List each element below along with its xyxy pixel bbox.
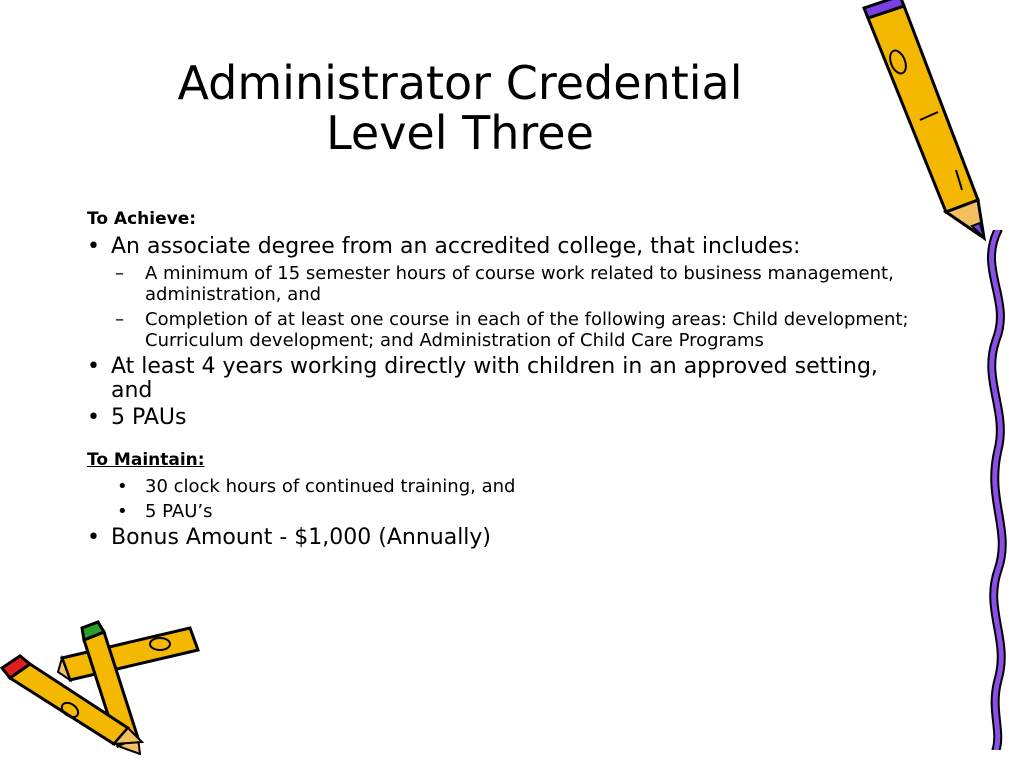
achieve-heading: To Achieve: bbox=[87, 209, 197, 229]
list-item-text: An associate degree from an accredited college, that includes: bbox=[111, 234, 801, 259]
dash-bullet: – bbox=[115, 309, 124, 330]
list-item bbox=[87, 406, 917, 430]
list-item-text: 5 PAUs bbox=[111, 405, 187, 430]
sub-list-item bbox=[87, 263, 917, 305]
bullet: • bbox=[87, 234, 100, 259]
sub-list-item bbox=[87, 501, 917, 522]
sub-list-item-text: 5 PAU’s bbox=[145, 501, 213, 522]
list-item-text: Bonus Amount - $1,000 (Annually) bbox=[111, 525, 492, 550]
bullet: • bbox=[117, 476, 128, 497]
list-item bbox=[87, 526, 917, 550]
list-item bbox=[87, 355, 917, 403]
sub-list-item bbox=[87, 309, 917, 351]
sub-list-item-text: 30 clock hours of continued training, and bbox=[145, 476, 516, 497]
pencil-icon bbox=[860, 0, 1000, 245]
slide-title bbox=[60, 58, 860, 158]
title-line-2: Level Three bbox=[326, 106, 594, 160]
crossed-pencils-icon bbox=[0, 620, 210, 755]
sub-list-item-text: Completion of at least one course in each of the following areas: Child development; Curriculum development; and Administration of Child Care Programs bbox=[145, 309, 909, 351]
bullet: • bbox=[87, 354, 100, 379]
sub-list-item bbox=[87, 476, 917, 497]
bullet: • bbox=[87, 405, 100, 430]
squiggle-line bbox=[968, 230, 1024, 750]
bullet: • bbox=[87, 525, 100, 550]
title-line-1: Administrator Credential bbox=[177, 56, 743, 110]
list-item-text: At least 4 years working directly with children in an approved setting, and bbox=[111, 354, 878, 403]
dash-bullet: – bbox=[115, 263, 124, 284]
list-item bbox=[87, 235, 917, 259]
sub-list-item-text: A minimum of 15 semester hours of course work related to business management, administration, and bbox=[145, 263, 894, 305]
bullet: • bbox=[117, 501, 128, 522]
slide-body bbox=[87, 205, 917, 553]
maintain-heading: To Maintain: bbox=[87, 450, 205, 470]
